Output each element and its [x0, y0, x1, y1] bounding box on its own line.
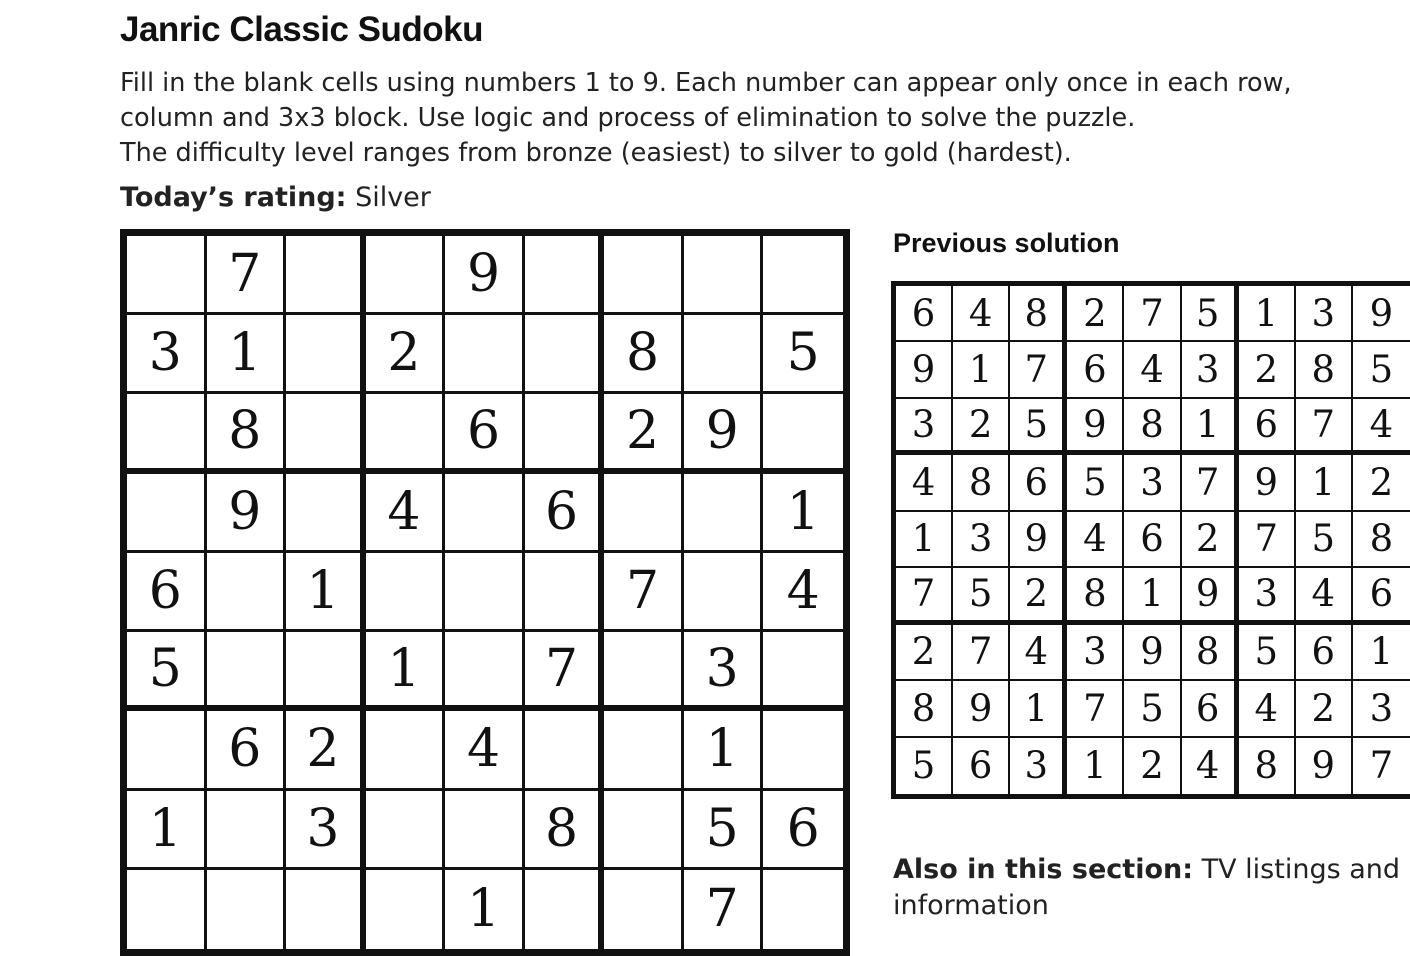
solution-cell-r9-c4: 1 [1067, 738, 1124, 794]
solution-cell-r5-c5: 6 [1124, 512, 1181, 568]
puzzle-cell-r9-c8: 7 [684, 870, 764, 949]
solution-cell-r3-c7: 6 [1239, 399, 1296, 455]
solution-cell-r1-c1: 6 [896, 286, 953, 342]
solution-cell-r8-c4: 7 [1067, 681, 1124, 737]
puzzle-cell-r4-c7[interactable] [604, 474, 684, 553]
puzzle-cell-r5-c8[interactable] [684, 553, 764, 632]
puzzle-cell-r4-c6: 6 [525, 474, 605, 553]
puzzle-cell-r1-c1[interactable] [127, 236, 207, 315]
puzzle-cell-r3-c8: 9 [684, 394, 764, 473]
puzzle-cell-r7-c4[interactable] [366, 711, 446, 790]
puzzle-cell-r4-c9: 1 [763, 474, 843, 553]
puzzle-cell-r7-c2: 6 [207, 711, 287, 790]
solution-cell-r4-c6: 7 [1182, 455, 1239, 511]
puzzle-cell-r5-c7: 7 [604, 553, 684, 632]
puzzle-cell-r2-c2: 1 [207, 315, 287, 394]
puzzle-cell-r6-c9[interactable] [763, 632, 843, 711]
puzzle-cell-r3-c7: 2 [604, 394, 684, 473]
instructions-line: Fill in the blank cells using numbers 1 to 9. Each number can appear only once in each row, [120, 68, 1292, 98]
puzzle-cell-r7-c5: 4 [445, 711, 525, 790]
puzzle-cell-r2-c5[interactable] [445, 315, 525, 394]
puzzle-cell-r1-c4[interactable] [366, 236, 446, 315]
puzzle-cell-r8-c3: 3 [286, 791, 366, 870]
solution-cell-r6-c9: 6 [1353, 568, 1410, 624]
puzzle-cell-r5-c5[interactable] [445, 553, 525, 632]
solution-cell-r9-c6: 4 [1182, 738, 1239, 794]
puzzle-cell-r5-c3: 1 [286, 553, 366, 632]
solution-cell-r2-c2: 1 [953, 342, 1010, 398]
puzzle-cell-r4-c4: 4 [366, 474, 446, 553]
solution-cell-r3-c6: 1 [1182, 399, 1239, 455]
solution-cell-r1-c7: 1 [1239, 286, 1296, 342]
solution-cell-r1-c5: 7 [1124, 286, 1181, 342]
solution-cell-r5-c9: 8 [1353, 512, 1410, 568]
puzzle-cell-r3-c9[interactable] [763, 394, 843, 473]
puzzle-cell-r3-c1[interactable] [127, 394, 207, 473]
puzzle-cell-r7-c9[interactable] [763, 711, 843, 790]
solution-cell-r7-c2: 7 [953, 625, 1010, 681]
solution-cell-r9-c8: 9 [1296, 738, 1353, 794]
puzzle-cell-r1-c5: 9 [445, 236, 525, 315]
sudoku-puzzle-grid [120, 229, 850, 956]
puzzle-cell-r7-c1[interactable] [127, 711, 207, 790]
puzzle-cell-r3-c4[interactable] [366, 394, 446, 473]
puzzle-cell-r9-c4[interactable] [366, 870, 446, 949]
solution-cell-r3-c3: 5 [1010, 399, 1067, 455]
puzzle-cell-r8-c1: 1 [127, 791, 207, 870]
solution-cell-r2-c5: 4 [1124, 342, 1181, 398]
also-label: Also in this section: [893, 854, 1194, 885]
also-in-section [893, 852, 1403, 924]
puzzle-cell-r8-c9: 6 [763, 791, 843, 870]
also-value: TV listings and information [893, 854, 1401, 921]
solution-cell-r3-c9: 4 [1353, 399, 1410, 455]
puzzle-cell-r6-c5[interactable] [445, 632, 525, 711]
puzzle-cell-r1-c9[interactable] [763, 236, 843, 315]
solution-cell-r4-c8: 1 [1296, 455, 1353, 511]
puzzle-cell-r5-c2[interactable] [207, 553, 287, 632]
puzzle-cell-r1-c2: 7 [207, 236, 287, 315]
solution-cell-r1-c6: 5 [1182, 286, 1239, 342]
solution-cell-r6-c4: 8 [1067, 568, 1124, 624]
puzzle-cell-r8-c7[interactable] [604, 791, 684, 870]
puzzle-cell-r1-c8[interactable] [684, 236, 764, 315]
solution-cell-r2-c4: 6 [1067, 342, 1124, 398]
solution-cell-r8-c5: 5 [1124, 681, 1181, 737]
solution-cell-r8-c1: 8 [896, 681, 953, 737]
solution-cell-r1-c9: 9 [1353, 286, 1410, 342]
rating-value: Silver [355, 182, 431, 213]
puzzle-cell-r8-c6: 8 [525, 791, 605, 870]
solution-cell-r5-c8: 5 [1296, 512, 1353, 568]
puzzle-cell-r4-c2: 9 [207, 474, 287, 553]
solution-cell-r5-c3: 9 [1010, 512, 1067, 568]
solution-cell-r4-c4: 5 [1067, 455, 1124, 511]
solution-cell-r6-c1: 7 [896, 568, 953, 624]
puzzle-cell-r3-c5: 6 [445, 394, 525, 473]
solution-cell-r8-c9: 3 [1353, 681, 1410, 737]
puzzle-cell-r6-c6: 7 [525, 632, 605, 711]
solution-cell-r4-c2: 8 [953, 455, 1010, 511]
puzzle-cell-r5-c9: 4 [763, 553, 843, 632]
solution-cell-r2-c3: 7 [1010, 342, 1067, 398]
puzzle-cell-r2-c1: 3 [127, 315, 207, 394]
solution-cell-r1-c2: 4 [953, 286, 1010, 342]
instructions-line: column and 3x3 block. Use logic and process of elimination to solve the puzzle. [120, 103, 1136, 133]
solution-cell-r1-c3: 8 [1010, 286, 1067, 342]
puzzle-cell-r8-c8: 5 [684, 791, 764, 870]
solution-cell-r6-c2: 5 [953, 568, 1010, 624]
solution-cell-r3-c8: 7 [1296, 399, 1353, 455]
solution-cell-r7-c3: 4 [1010, 625, 1067, 681]
solution-cell-r7-c8: 6 [1296, 625, 1353, 681]
puzzle-cell-r2-c9: 5 [763, 315, 843, 394]
solution-cell-r9-c7: 8 [1239, 738, 1296, 794]
solution-cell-r2-c6: 3 [1182, 342, 1239, 398]
solution-cell-r6-c7: 3 [1239, 568, 1296, 624]
puzzle-cell-r5-c6[interactable] [525, 553, 605, 632]
puzzle-cell-r4-c3[interactable] [286, 474, 366, 553]
puzzle-cell-r8-c4[interactable] [366, 791, 446, 870]
puzzle-cell-r1-c3[interactable] [286, 236, 366, 315]
solution-cell-r5-c6: 2 [1182, 512, 1239, 568]
solution-cell-r4-c3: 6 [1010, 455, 1067, 511]
puzzle-cell-r8-c2[interactable] [207, 791, 287, 870]
puzzle-cell-r5-c4[interactable] [366, 553, 446, 632]
puzzle-cell-r9-c1[interactable] [127, 870, 207, 949]
solution-cell-r2-c1: 9 [896, 342, 953, 398]
puzzle-cell-r9-c2[interactable] [207, 870, 287, 949]
solution-cell-r8-c2: 9 [953, 681, 1010, 737]
solution-cell-r7-c7: 5 [1239, 625, 1296, 681]
puzzle-cell-r6-c2[interactable] [207, 632, 287, 711]
solution-cell-r5-c4: 4 [1067, 512, 1124, 568]
puzzle-cell-r3-c2: 8 [207, 394, 287, 473]
puzzle-cell-r1-c6[interactable] [525, 236, 605, 315]
puzzle-cell-r8-c5[interactable] [445, 791, 525, 870]
solution-cell-r7-c5: 9 [1124, 625, 1181, 681]
puzzle-cell-r3-c6[interactable] [525, 394, 605, 473]
solution-cell-r6-c3: 2 [1010, 568, 1067, 624]
solution-cell-r4-c9: 2 [1353, 455, 1410, 511]
puzzle-cell-r9-c6[interactable] [525, 870, 605, 949]
solution-cell-r8-c7: 4 [1239, 681, 1296, 737]
puzzle-cell-r6-c1: 5 [127, 632, 207, 711]
instructions-line: The difficulty level ranges from bronze (easiest) to silver to gold (hardest). [120, 138, 1072, 168]
solution-cell-r8-c8: 2 [1296, 681, 1353, 737]
solution-cell-r5-c7: 7 [1239, 512, 1296, 568]
previous-solution-grid [891, 281, 1410, 799]
previous-solution-title: Previous solution [893, 228, 1120, 258]
puzzle-cell-r4-c8[interactable] [684, 474, 764, 553]
rating [120, 182, 431, 213]
solution-cell-r5-c2: 3 [953, 512, 1010, 568]
puzzle-cell-r3-c3[interactable] [286, 394, 366, 473]
solution-cell-r3-c5: 8 [1124, 399, 1181, 455]
solution-cell-r9-c3: 3 [1010, 738, 1067, 794]
puzzle-cell-r4-c1[interactable] [127, 474, 207, 553]
puzzle-cell-r1-c7[interactable] [604, 236, 684, 315]
solution-cell-r2-c9: 5 [1353, 342, 1410, 398]
solution-cell-r5-c1: 1 [896, 512, 953, 568]
solution-cell-r3-c4: 9 [1067, 399, 1124, 455]
solution-cell-r9-c1: 5 [896, 738, 953, 794]
puzzle-cell-r9-c7[interactable] [604, 870, 684, 949]
solution-cell-r7-c4: 3 [1067, 625, 1124, 681]
puzzle-cell-r7-c3: 2 [286, 711, 366, 790]
puzzle-cell-r2-c4: 2 [366, 315, 446, 394]
solution-cell-r6-c5: 1 [1124, 568, 1181, 624]
solution-cell-r9-c2: 6 [953, 738, 1010, 794]
puzzle-cell-r6-c3[interactable] [286, 632, 366, 711]
solution-cell-r4-c5: 3 [1124, 455, 1181, 511]
puzzle-cell-r2-c8[interactable] [684, 315, 764, 394]
puzzle-cell-r9-c5: 1 [445, 870, 525, 949]
puzzle-cell-r7-c6[interactable] [525, 711, 605, 790]
page-title: Janric Classic Sudoku [120, 10, 483, 49]
solution-cell-r4-c1: 4 [896, 455, 953, 511]
puzzle-cell-r5-c1: 6 [127, 553, 207, 632]
puzzle-cell-r7-c7[interactable] [604, 711, 684, 790]
puzzle-cell-r2-c6[interactable] [525, 315, 605, 394]
puzzle-cell-r9-c3[interactable] [286, 870, 366, 949]
solution-cell-r1-c8: 3 [1296, 286, 1353, 342]
puzzle-cell-r9-c9[interactable] [763, 870, 843, 949]
puzzle-cell-r4-c5[interactable] [445, 474, 525, 553]
solution-cell-r8-c3: 1 [1010, 681, 1067, 737]
instructions [120, 66, 1380, 171]
solution-cell-r2-c8: 8 [1296, 342, 1353, 398]
solution-cell-r7-c1: 2 [896, 625, 953, 681]
solution-cell-r2-c7: 2 [1239, 342, 1296, 398]
solution-cell-r6-c8: 4 [1296, 568, 1353, 624]
solution-cell-r3-c1: 3 [896, 399, 953, 455]
rating-label: Today’s rating: [120, 182, 347, 213]
solution-cell-r8-c6: 6 [1182, 681, 1239, 737]
puzzle-cell-r6-c8: 3 [684, 632, 764, 711]
solution-cell-r9-c5: 2 [1124, 738, 1181, 794]
puzzle-cell-r6-c7[interactable] [604, 632, 684, 711]
puzzle-cell-r2-c7: 8 [604, 315, 684, 394]
puzzle-cell-r6-c4: 1 [366, 632, 446, 711]
solution-cell-r4-c7: 9 [1239, 455, 1296, 511]
solution-cell-r9-c9: 7 [1369, 744, 1394, 788]
solution-cell-r3-c2: 2 [953, 399, 1010, 455]
solution-cell-r6-c6: 9 [1182, 568, 1239, 624]
solution-cell-r7-c6: 8 [1182, 625, 1239, 681]
puzzle-cell-r7-c8: 1 [684, 711, 764, 790]
puzzle-cell-r2-c3[interactable] [286, 315, 366, 394]
solution-cell-r1-c4: 2 [1067, 286, 1124, 342]
solution-cell-r7-c9: 1 [1353, 625, 1410, 681]
